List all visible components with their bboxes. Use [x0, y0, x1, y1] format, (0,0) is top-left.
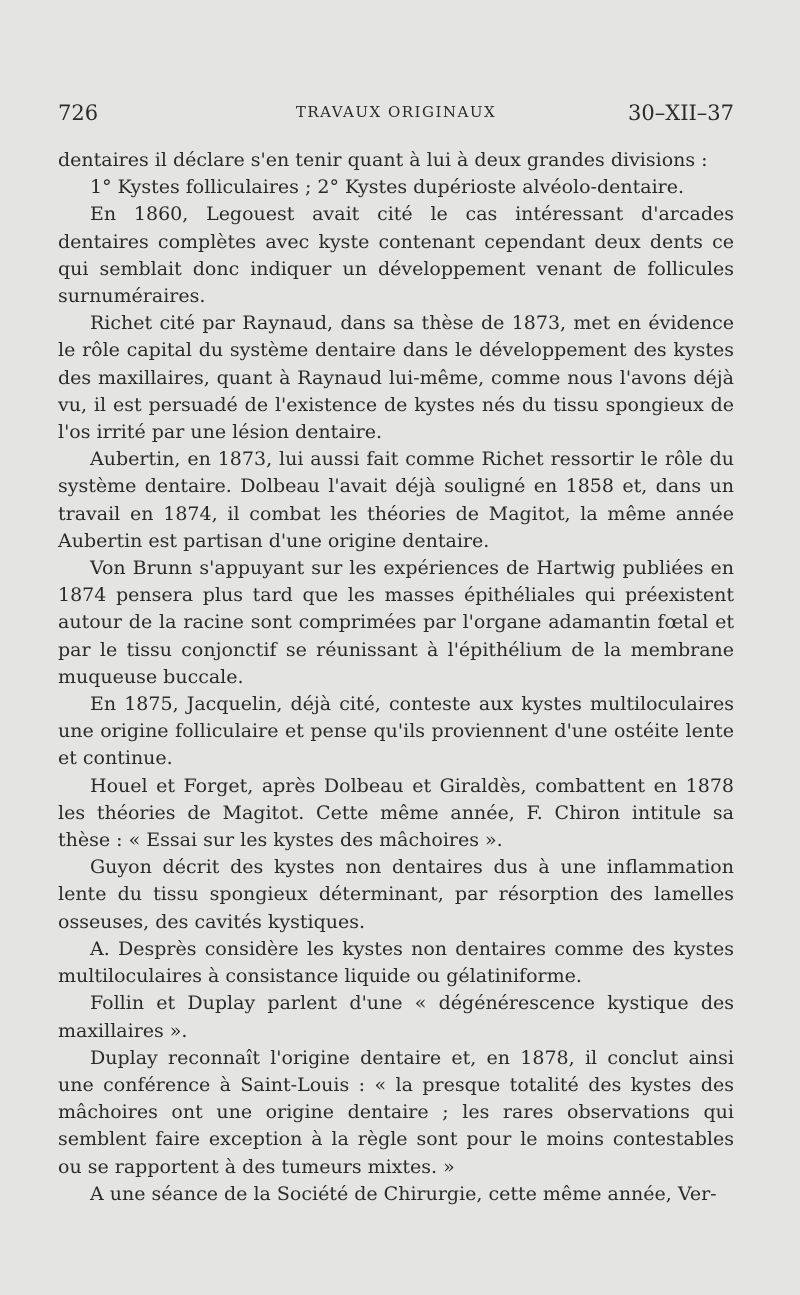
paragraph: Duplay reconnaît l'origine dentaire et, en 1878, il conclut ainsi une conférence à Saint-Louis : « la presque totalité des kystes des mâchoires ont une origine dentaire ; les rares observations qui semblent faire exception à la règle sont pour le moins contestables ou se rapportent à des tumeurs mixtes. »: [58, 1046, 734, 1178]
header-date: 30–XII–37: [628, 101, 734, 125]
paragraph: Aubertin, en 1873, lui aussi fait comme Richet ressortir le rôle du système dentaire. Dolbeau l'avait déjà souligné en 1858 et, dans un travail en 1874, il combat les théories de Magitot, la même année Aubertin est partisan d'une origine dentaire.: [58, 448, 734, 552]
paragraph: Guyon décrit des kystes non dentaires dus à une inflammation lente du tissu spongieux déterminant, par résorption des lamelles osseuses, des cavités kystiques.: [58, 856, 734, 933]
paragraph: Von Brunn s'appuyant sur les expériences de Hartwig publiées en 1874 pensera plus tard que les masses épithéliales qui préexistent autour de la racine sont comprimées par l'organe adamantin fœtal et par le tissu conjonctif se réunissant à l'épithélium de la membrane muqueuse buccale.: [58, 557, 734, 688]
paragraph: A. Desprès considère les kystes non dentaires comme des kystes multiloculaires à consistance liquide ou gélatiniforme.: [58, 937, 734, 988]
page-number: 726: [58, 101, 99, 125]
paragraph: En 1860, Legouest avait cité le cas intéressant d'arcades dentaires complètes avec kyste contenant cependant deux dents ce qui semblait donc indiquer un développement venant de follicules surnuméraires.: [58, 203, 734, 308]
paragraph: 1° Kystes folliculaires ; 2° Kystes dupérioste alvéolo-dentaire.: [90, 176, 685, 199]
paragraph: En 1875, Jacquelin, déjà cité, conteste aux kystes multiloculaires une origine folliculaire et pense qu'ils proviennent d'une ostéite lente et continue.: [58, 693, 734, 770]
paragraph: A une séance de la Société de Chirurgie, cette même année, Ver-: [90, 1182, 717, 1205]
page-header: [58, 101, 734, 125]
body-text: [58, 147, 734, 1208]
paragraph: Houel et Forget, après Dolbeau et Giraldès, combattent en 1878 les théories de Magitot. Cette même année, F. Chiron intitule sa thèse : « Essai sur les kystes des mâchoires ».: [58, 774, 734, 852]
paragraph: Richet cité par Raynaud, dans sa thèse de 1873, met en évidence le rôle capital du système dentaire dans le développement des kystes des maxillaires, quant à Raynaud lui-même, comme nous l'avons déjà vu, il est persuadé de l'existence de kystes nés du tissu spongieux de l'os irrité par une lésion dentaire.: [58, 312, 734, 444]
running-title: TRAVAUX ORIGINAUX: [295, 103, 497, 121]
paragraph: dentaires il déclare s'en tenir quant à lui à deux grandes divisions :: [58, 149, 708, 171]
paragraph: Follin et Duplay parlent d'une « dégénérescence kystique des maxillaires ».: [58, 992, 734, 1042]
